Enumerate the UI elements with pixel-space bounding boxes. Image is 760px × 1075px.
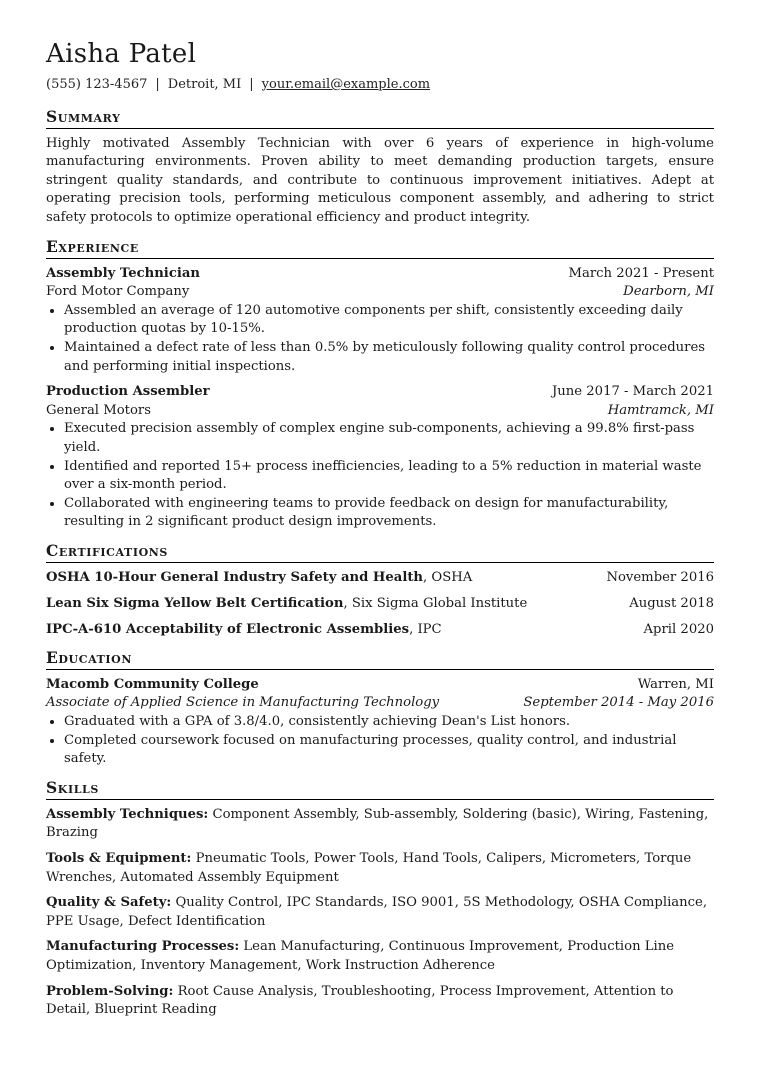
- cert-date: November 2016: [606, 569, 714, 585]
- bullet-item: • Graduated with a GPA of 3.8/4.0, consistently achieving Dean's List honors.: [64, 713, 714, 732]
- summary-text: Highly motivated Assembly Technician with over 6 years of experience in high-volume manufacturing environments. Proven ability to meet demanding production targets, ensure stringent quality standards, and contribute to continuous improvement initiatives. Adept at operating precision tools, performing meticulous component assembly, and adhering to strict safety protocols to optimize operational efficiency and product integrity.: [46, 135, 714, 225]
- school-name: Macomb Community College: [46, 676, 259, 692]
- bullet-item: • Completed coursework focused on manufacturing processes, quality control, and industrial safety.: [64, 732, 714, 769]
- job-role: Production Assembler: [46, 384, 210, 400]
- job-dates: June 2017 - March 2021: [552, 384, 714, 400]
- cert-issuer: , IPC: [409, 621, 442, 637]
- cert-name: OSHA 10-Hour General Industry Safety and Health: [46, 569, 424, 585]
- bullet-item: • Assembled an average of 120 automotive components per shift, consistently exceeding daily production quotas by 10-15%.: [64, 302, 714, 339]
- contact-line: [46, 76, 714, 95]
- cert-entry: [46, 569, 714, 587]
- cert-date: August 2018: [629, 595, 714, 611]
- phone: (555) 123-4567: [46, 77, 148, 92]
- skill-entry: [46, 938, 714, 975]
- skill-label: Tools & Equipment:: [46, 851, 192, 867]
- job-bullets: [46, 420, 714, 532]
- cert-issuer: , Six Sigma Global Institute: [343, 595, 528, 611]
- contact-separator: |: [249, 77, 254, 92]
- location: Detroit, MI: [167, 77, 242, 92]
- job-entry: [46, 265, 714, 377]
- cert-entry: [46, 595, 714, 613]
- section-title-skills: Skills: [46, 778, 714, 800]
- bullet-item: • Identified and reported 15+ process inefficiencies, leading to a 5% reduction in material waste over a six-month period.: [64, 458, 714, 495]
- skill-text: Component Assembly, Sub-assembly, Soldering (basic), Wiring, Fastening, Brazing: [46, 806, 709, 841]
- skill-entry: [46, 850, 714, 887]
- experience-section: [46, 237, 714, 532]
- section-title-certifications: Certifications: [46, 541, 714, 563]
- job-company: Ford Motor Company: [46, 284, 190, 300]
- summary-section: [46, 107, 714, 228]
- bullet-item: • Collaborated with engineering teams to provide feedback on design for manufacturability, resulting in 2 significant product design improvements.: [64, 495, 714, 532]
- certifications-section: [46, 541, 714, 639]
- section-title-education: Education: [46, 648, 714, 670]
- education-bullets: [46, 713, 714, 769]
- cert-name: IPC-A-610 Acceptability of Electronic Assemblies: [46, 621, 410, 637]
- skill-label: Problem-Solving:: [46, 983, 174, 999]
- skill-text: Lean Manufacturing, Continuous Improvement, Production Line Optimization, Inventory Management, Work Instruction Adherence: [46, 939, 675, 973]
- bullet-item: • Maintained a defect rate of less than 0.5% by meticulously following quality control procedures and performing initial inspections.: [64, 339, 714, 376]
- cert-entry: [46, 621, 714, 639]
- job-dates: March 2021 - Present: [568, 265, 714, 281]
- degree: Associate of Applied Science in Manufacturing Technology: [46, 695, 440, 711]
- skill-text: Pneumatic Tools, Power Tools, Hand Tools, Calipers, Micrometers, Torque Wrenches, Automated Assembly Equipment: [46, 851, 692, 885]
- email-link[interactable]: your.email@example.com: [261, 77, 431, 92]
- skill-text: Root Cause Analysis, Troubleshooting, Process Improvement, Attention to Detail, Blueprint Reading: [46, 983, 674, 1018]
- job-bullets: [46, 302, 714, 376]
- school-location: Warren, MI: [637, 676, 714, 692]
- job-company: General Motors: [46, 402, 151, 418]
- cert-issuer: , OSHA: [423, 569, 473, 585]
- job-entry: [46, 383, 714, 532]
- skill-entry: [46, 806, 714, 843]
- skill-label: Assembly Techniques:: [46, 806, 209, 822]
- cert-name: Lean Six Sigma Yellow Belt Certification: [46, 595, 344, 611]
- bullet-item: • Executed precision assembly of complex engine sub-components, achieving a 99.8% first-pass yield.: [64, 420, 714, 457]
- skill-entry: [46, 894, 714, 931]
- section-title-summary: Summary: [46, 107, 714, 129]
- education-dates: September 2014 - May 2016: [523, 695, 714, 711]
- section-title-experience: Experience: [46, 237, 714, 259]
- job-role: Assembly Technician: [46, 265, 200, 281]
- contact-separator: |: [155, 77, 160, 92]
- job-location: Hamtramck, MI: [607, 402, 714, 418]
- job-location: Dearborn, MI: [623, 284, 714, 300]
- skill-entry: [46, 983, 714, 1020]
- skill-text: Quality Control, IPC Standards, ISO 9001, 5S Methodology, OSHA Compliance, PPE Usage, Defect Identification: [46, 895, 708, 929]
- candidate-name: Aisha Patel: [46, 39, 197, 69]
- skill-label: Quality & Safety:: [46, 895, 172, 911]
- skill-label: Manufacturing Processes:: [46, 939, 240, 955]
- education-section: [46, 648, 714, 769]
- skills-section: [46, 778, 714, 1020]
- cert-date: April 2020: [643, 621, 714, 637]
